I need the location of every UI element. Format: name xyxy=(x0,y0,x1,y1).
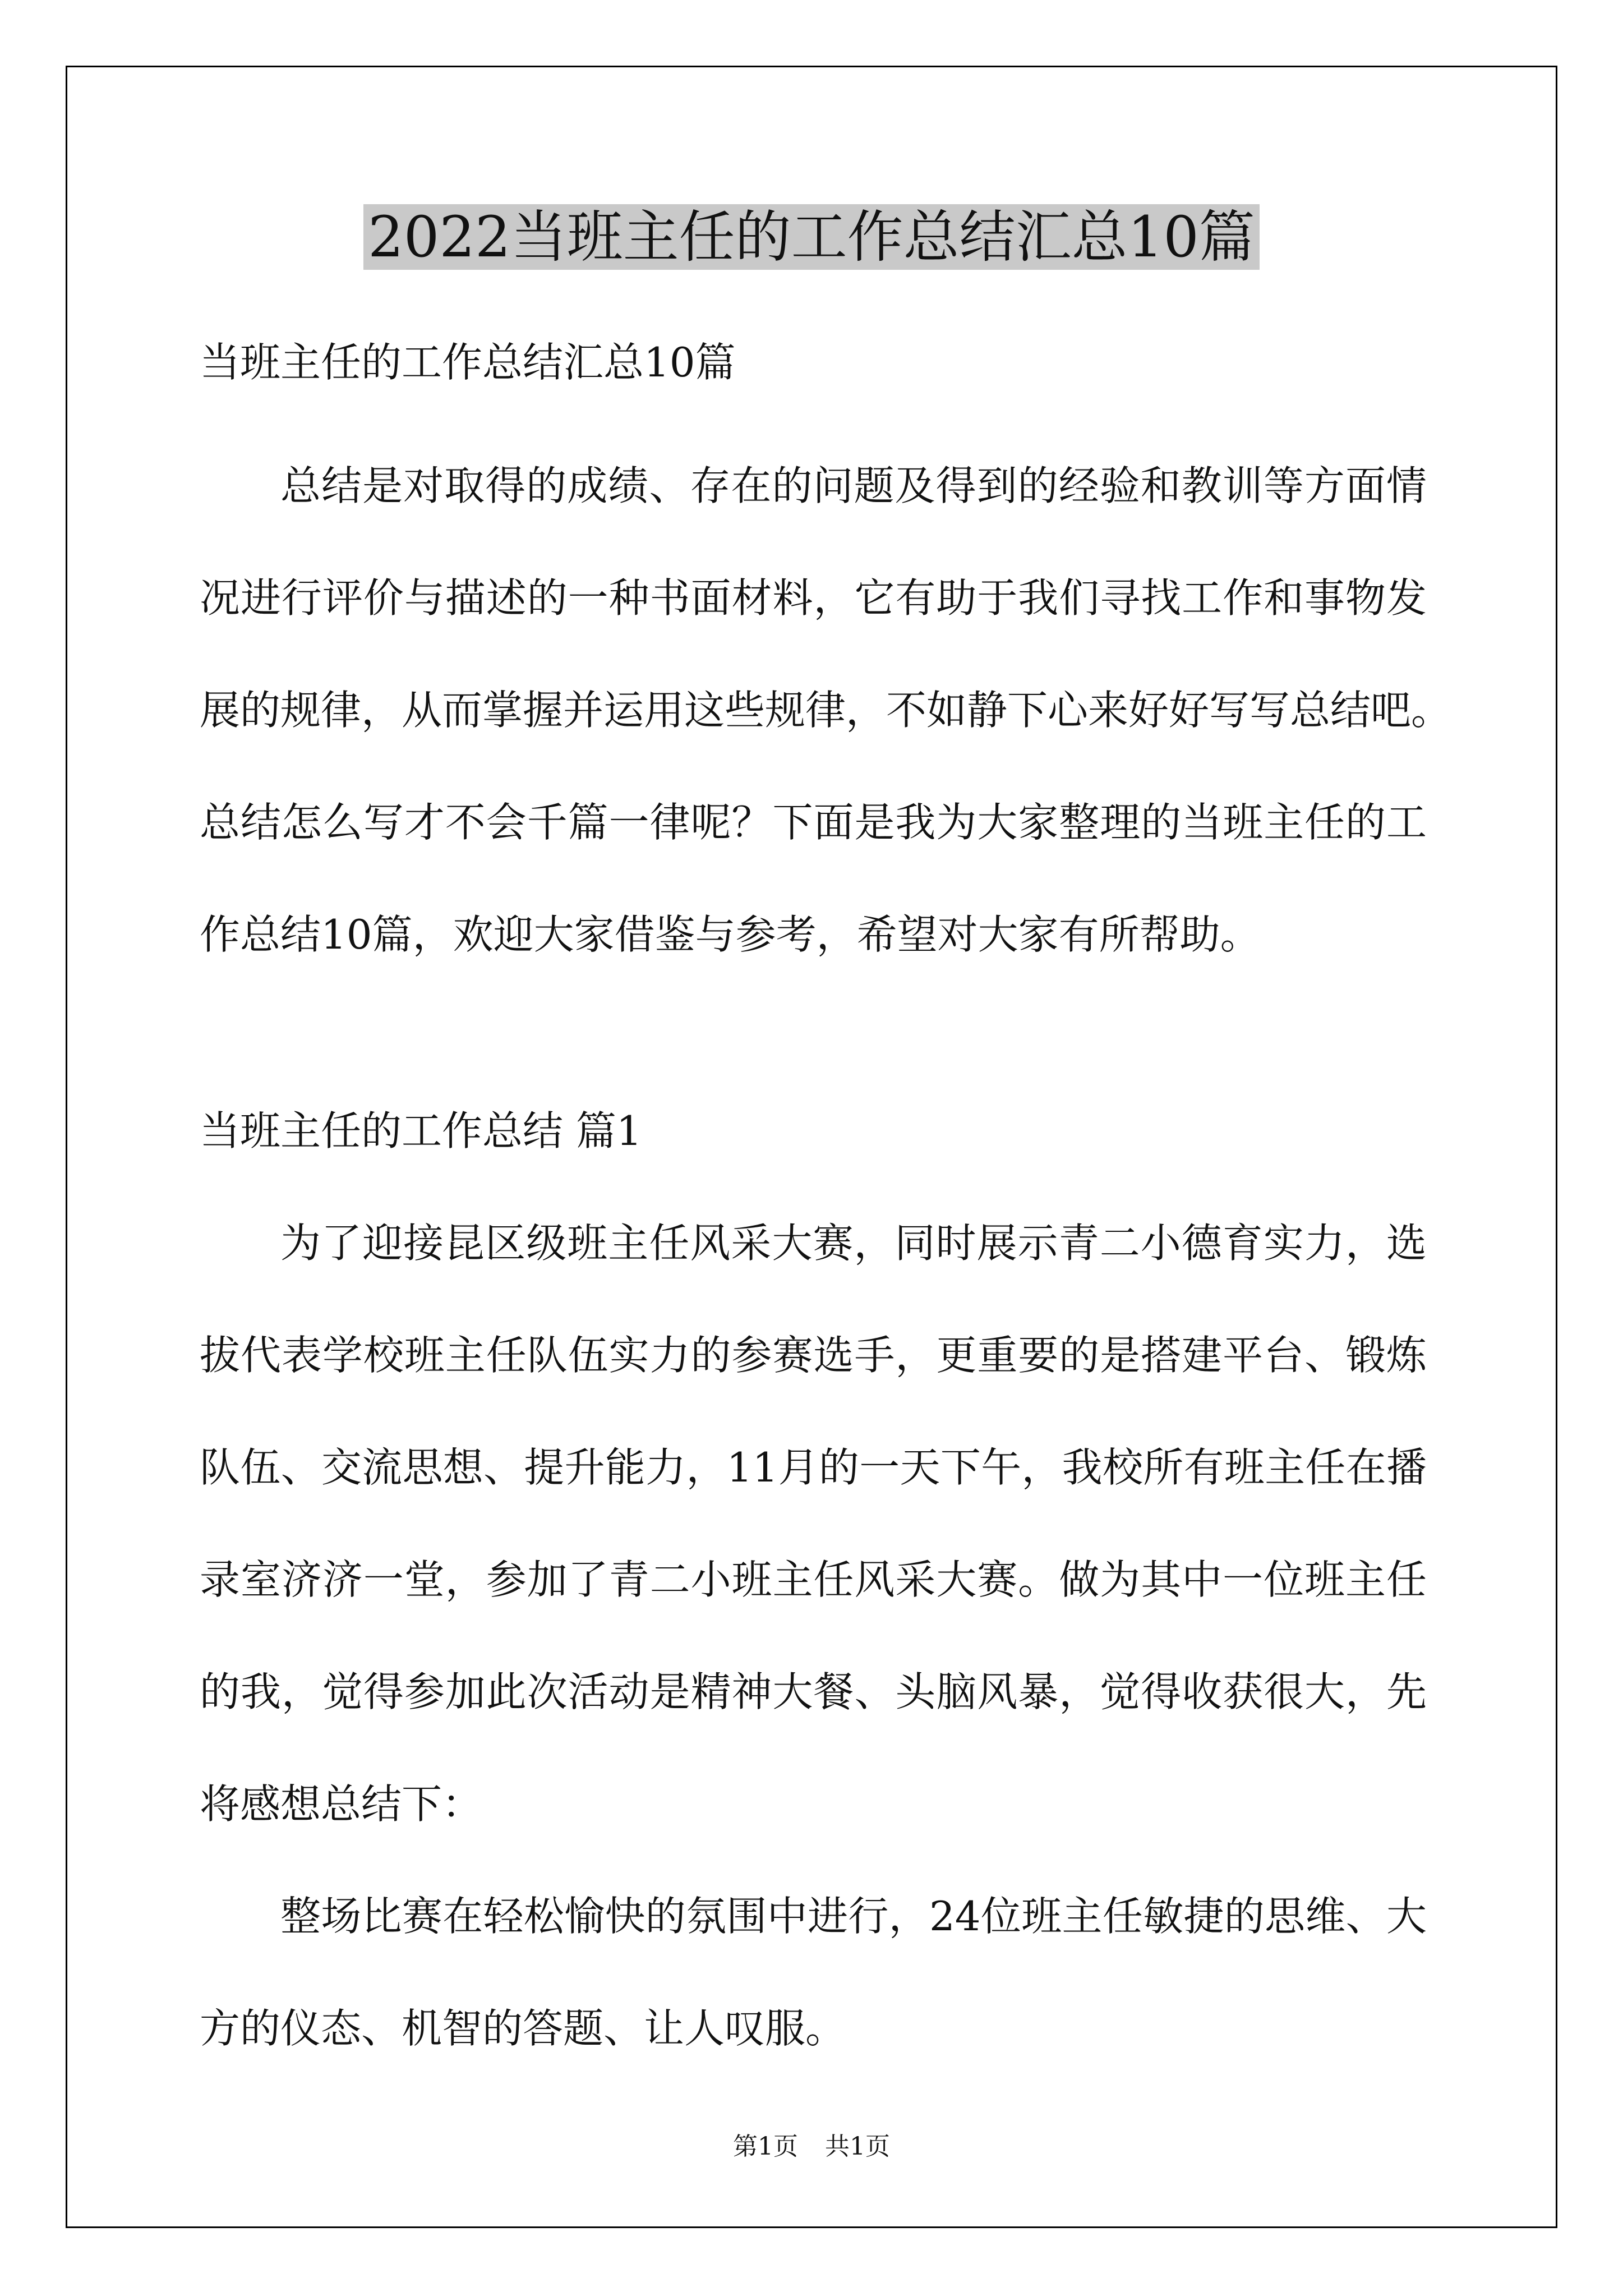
page-number: 第1页 xyxy=(733,2132,798,2161)
page-footer xyxy=(0,2130,1623,2164)
paragraph-line: 队伍、交流思想、提升能力，11月的一天下午，我校所有班主任在播 xyxy=(200,1444,1427,1491)
paragraph-line: 的我，觉得参加此次活动是精神大餐、头脑风暴，觉得收获很大，先 xyxy=(200,1668,1427,1715)
section-heading: 当班主任的工作总结 篇1 xyxy=(200,1107,642,1154)
paragraph-line: 为了迎接昆区级班主任风采大赛，同时展示青二小德育实力，选 xyxy=(280,1220,1427,1267)
paragraph-line: 作总结10篇，欢迎大家借鉴与参考，希望对大家有所帮助。 xyxy=(200,911,1261,958)
paragraph-line: 拔代表学校班主任队伍实力的参赛选手，更重要的是搭建平台、锻炼 xyxy=(200,1332,1427,1379)
document-title: 2022当班主任的工作总结汇总10篇 xyxy=(0,201,1623,274)
subtitle-line: 当班主任的工作总结汇总10篇 xyxy=(200,339,736,386)
paragraph-line: 展的规律，从而掌握并运用这些规律，不如静下心来好好写写总结吧。 xyxy=(200,687,1452,734)
paragraph-line: 总结怎么写才不会千篇一律呢？下面是我为大家整理的当班主任的工 xyxy=(200,799,1427,846)
page-total: 共1页 xyxy=(825,2132,890,2161)
paragraph-line: 整场比赛在轻松愉快的氛围中进行，24位班主任敏捷的思维、大 xyxy=(280,1893,1427,1940)
paragraph-line: 将感想总结下： xyxy=(200,1780,483,1828)
paragraph-line: 总结是对取得的成绩、存在的问题及得到的经验和教训等方面情 xyxy=(280,462,1427,509)
paragraph-line: 况进行评价与描述的一种书面材料，它有助于我们寻找工作和事物发 xyxy=(200,574,1427,622)
paragraph-line: 方的仪态、机智的答题、让人叹服。 xyxy=(200,2005,846,2052)
paragraph-line: 录室济济一堂，参加了青二小班主任风采大赛。做为其中一位班主任 xyxy=(200,1556,1427,1603)
